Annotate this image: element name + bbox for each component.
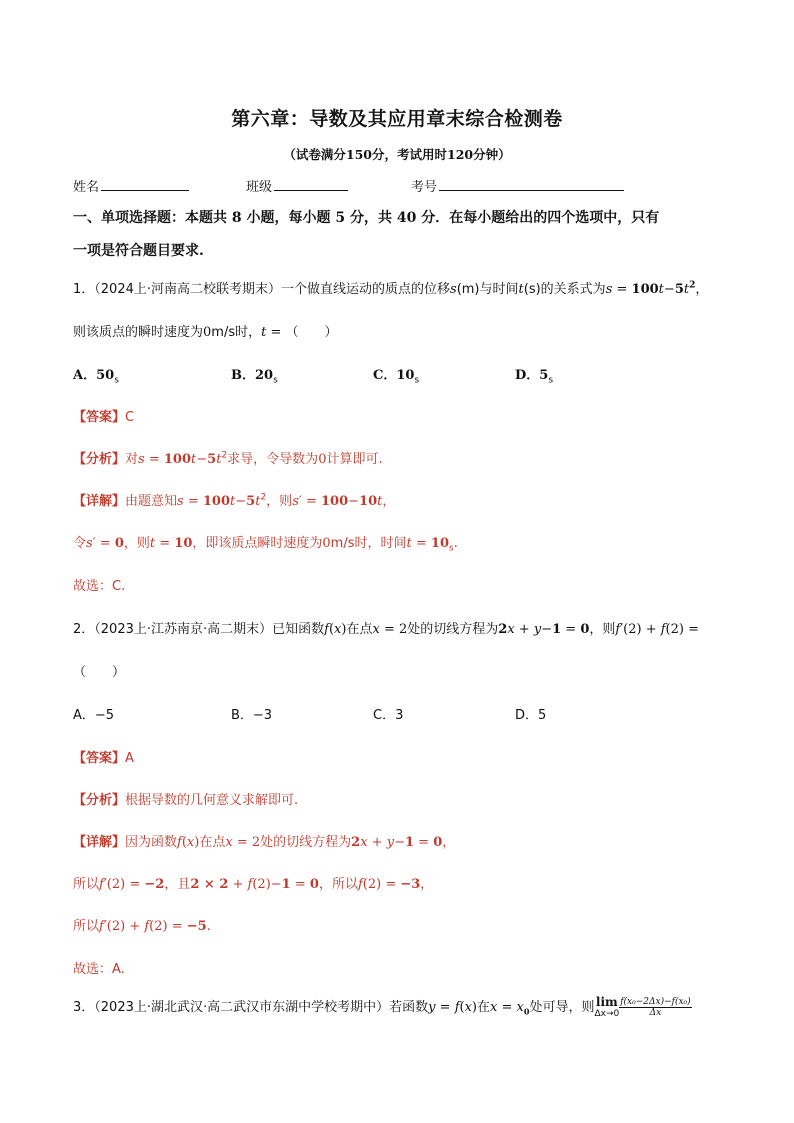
math-formula: x	[334, 622, 342, 637]
option-text: C．10	[373, 368, 415, 383]
detail-text: 令	[73, 536, 87, 551]
answer-label: 【答案】	[73, 751, 126, 766]
unit-s: s	[273, 375, 278, 386]
page-title: 第六章：导数及其应用章末综合检测卷	[231, 108, 563, 130]
math-value: 0	[203, 325, 212, 340]
math-formula: x	[507, 622, 515, 637]
math-fraction	[619, 997, 691, 1019]
math-formula: 100	[202, 494, 231, 509]
math-formula: t	[191, 452, 197, 467]
math-formula: f′	[615, 622, 624, 637]
math-formula: f	[660, 622, 666, 637]
unit-s: s	[114, 375, 119, 386]
math-formula: f	[144, 919, 150, 934]
detail-text: 处的切线方程为	[260, 835, 352, 850]
question-3-line1	[73, 996, 692, 1019]
math-formula: 100	[320, 494, 349, 509]
math-formula: =	[290, 877, 310, 892]
math-formula: f′	[99, 877, 107, 892]
question-1-line1	[73, 278, 708, 297]
q1-detail-line2	[73, 532, 458, 554]
detail-text: 在点	[199, 835, 226, 850]
math-formula: +	[367, 835, 387, 850]
math-formula: 2 × 2	[190, 877, 229, 892]
question-text: 则该质点的瞬时速度为	[73, 325, 204, 340]
q1-option-b	[231, 364, 278, 386]
math-eq: =	[266, 325, 286, 340]
math-formula: 10	[430, 536, 450, 551]
math-limit-sub: Δx→0	[594, 1008, 620, 1019]
math-formula: 2	[221, 450, 228, 461]
math-formula: y	[428, 1000, 436, 1015]
q2-analysis	[73, 789, 298, 808]
math-formula: −	[235, 494, 247, 509]
math-formula: =	[144, 452, 164, 467]
analysis-label: 【分析】	[73, 793, 126, 808]
math-formula: =	[183, 494, 203, 509]
question-2-line2: （ ）	[73, 665, 126, 680]
q2-option-d: D．5	[515, 708, 547, 723]
detail-text: .	[453, 536, 458, 551]
limit-expression	[594, 994, 620, 1019]
math-formula: 2	[351, 835, 361, 850]
detail-text: ，即该质点瞬时速度为	[192, 536, 323, 551]
math-formula: −	[394, 835, 405, 850]
math-formula: 5	[246, 494, 256, 509]
exam-number-blank	[439, 177, 624, 191]
page-subtitle: （试卷满分150分，考试用时120分钟）	[283, 147, 511, 162]
math-formula: −	[541, 622, 553, 637]
detail-text: 时，时间	[354, 536, 407, 551]
math-formula: t	[149, 536, 156, 551]
math-formula: s	[177, 494, 184, 509]
analysis-text: 对	[125, 452, 139, 467]
math-formula: 0	[433, 835, 443, 850]
detail-text: ，且	[164, 877, 191, 892]
detail-text: 因为函数	[125, 835, 178, 850]
math-formula: 0	[114, 536, 124, 551]
math-formula: f	[357, 877, 363, 892]
math-formula: 10	[359, 494, 378, 509]
answer-label: 【答案】	[73, 410, 126, 425]
math-formula: f	[324, 622, 329, 637]
analysis-label: 【分析】	[73, 452, 126, 467]
section-heading-line1: 一、单项选择题：本题共 8 小题，每小题 5 分，共 40 分．在每小题给出的四个选项中，只有	[73, 210, 660, 226]
math-formula: x	[464, 1000, 472, 1015]
math-formula: (2) +	[106, 919, 145, 934]
math-numerator: f(x₀−2Δx)−f(x₀)	[620, 996, 691, 1007]
unit-s: s	[414, 375, 420, 386]
math-t: t	[261, 325, 267, 340]
math-value: 0	[318, 452, 327, 467]
question-text: 与时间	[479, 282, 519, 297]
q1-option-c	[373, 364, 419, 386]
math-formula: s′	[292, 494, 302, 509]
math-formula: −	[196, 452, 208, 467]
math-formula: = 2	[232, 835, 261, 850]
math-formula: s	[138, 452, 145, 467]
math-formula: )	[341, 622, 347, 637]
math-formula: s′	[86, 536, 96, 551]
math-formula: =	[411, 536, 431, 551]
detail-text: ，则	[266, 494, 293, 509]
detail-label: 【详解】	[73, 494, 126, 509]
math-formula: x	[490, 1000, 498, 1015]
math-formula: )	[194, 835, 200, 850]
math-formula: (2) =	[149, 919, 187, 934]
option-text: D．5	[515, 368, 549, 383]
math-formula: 1	[404, 835, 415, 850]
question-number: 1．	[73, 282, 95, 297]
q1-detail-line1	[73, 490, 395, 509]
math-formula: 2	[498, 622, 508, 637]
answer-value: C	[125, 410, 135, 425]
math-t: t	[518, 282, 524, 297]
q2-detail-line2	[73, 873, 433, 892]
q1-option-d	[515, 364, 553, 386]
q2-choice: 故选：A.	[73, 962, 125, 977]
math-formula: t	[658, 282, 664, 297]
name-field	[73, 176, 189, 195]
math-formula: +	[228, 877, 248, 892]
question-text: 若函数	[389, 1000, 429, 1015]
question-source: （2023上·江苏南京·高二期末）	[94, 622, 273, 637]
math-formula: =	[414, 835, 434, 850]
exam-number-label: 考号	[411, 180, 438, 195]
unit-ms: m/s	[330, 536, 355, 551]
q1-option-a	[73, 364, 119, 386]
option-text: A．50	[73, 368, 115, 383]
math-formula: x	[372, 622, 380, 637]
q2-answer	[73, 747, 134, 766]
math-formula: −5	[186, 919, 207, 934]
math-formula: (2) =	[362, 877, 401, 892]
unit-s: s	[548, 375, 554, 386]
math-formula: x	[516, 1000, 524, 1015]
math-formula: t	[406, 536, 412, 551]
q1-choice: 故选：C.	[73, 579, 126, 594]
unit-ms: m/s	[211, 325, 236, 340]
math-formula: (2) =	[665, 622, 699, 637]
math-formula: s	[605, 282, 613, 297]
class-blank	[274, 177, 348, 191]
section-heading-line2: 一项是符合题目要求.	[73, 243, 204, 259]
math-formula: =	[95, 536, 115, 551]
name-label: 姓名	[73, 180, 100, 195]
math-formula: t	[255, 494, 261, 509]
question-text: 一个做直线运动的质点的位移	[281, 282, 451, 297]
math-value: 0	[322, 536, 331, 551]
math-formula: 1	[281, 877, 291, 892]
analysis-text: 根据导数的几何意义求解即可.	[125, 793, 299, 808]
math-formula: =	[301, 494, 321, 509]
math-formula: 0	[580, 622, 590, 637]
math-formula: )	[471, 1000, 477, 1015]
question-number: 2．	[73, 622, 95, 637]
math-formula: 0	[309, 877, 319, 892]
math-formula: f	[177, 835, 182, 850]
q2-detail-line3	[73, 915, 211, 934]
math-formula: 5	[207, 452, 217, 467]
question-source: （2023上·湖北武汉·高二武汉市东湖中学校考期中）	[94, 1000, 390, 1015]
question-text: 的关系式为	[540, 282, 606, 297]
question-text: 在点	[346, 622, 373, 637]
class-label: 班级	[246, 180, 273, 195]
math-formula: y	[533, 622, 542, 637]
math-formula: 2	[689, 280, 696, 291]
question-text: （ ）	[285, 325, 338, 340]
question-2-line1	[73, 618, 699, 637]
option-text: B．20	[231, 368, 274, 383]
math-s: s	[450, 282, 457, 297]
detail-text: 所以	[73, 919, 100, 934]
question-1-line2	[73, 321, 338, 340]
question-text: 时，	[235, 325, 262, 340]
question-text: ，则	[589, 622, 616, 637]
math-formula: 1	[552, 622, 562, 637]
q2-detail-line1	[73, 831, 455, 850]
math-formula: t	[230, 494, 236, 509]
math-formula: x	[225, 835, 233, 850]
detail-text: 所以	[73, 877, 100, 892]
math-formula: x	[360, 835, 368, 850]
math-formula: +	[514, 622, 534, 637]
math-formula: 2	[260, 492, 267, 503]
math-formula: t	[683, 282, 690, 297]
q1-answer	[73, 406, 134, 425]
answer-value: A	[125, 751, 134, 766]
math-formula: =	[561, 622, 581, 637]
math-formula: f	[247, 877, 253, 892]
exam-number-field	[411, 176, 624, 195]
math-formula: (2) =	[106, 877, 145, 892]
name-blank	[101, 177, 189, 191]
math-formula: t	[216, 452, 222, 467]
question-text: 处的切线方程为	[407, 622, 499, 637]
question-text: ，	[695, 282, 709, 297]
unit-s: s	[449, 543, 454, 554]
math-formula: f	[454, 1000, 460, 1015]
math-formula: −3	[400, 877, 421, 892]
detail-text: ，	[442, 835, 456, 850]
detail-label: 【详解】	[73, 835, 126, 850]
question-text: 已知函数	[272, 622, 325, 637]
math-formula: =	[497, 1000, 517, 1015]
question-source: （2024上·河南高二校联考期末）	[94, 282, 281, 297]
math-formula: =	[435, 1000, 455, 1015]
analysis-text: 求导，令导数为	[227, 452, 319, 467]
q1-analysis	[73, 448, 383, 467]
unit-m: (m)	[456, 282, 480, 297]
math-formula: 5	[674, 282, 684, 297]
math-formula: (2)−	[252, 877, 282, 892]
math-formula: =	[612, 282, 632, 297]
detail-text: ，	[382, 494, 396, 509]
math-formula: 100	[163, 452, 192, 467]
math-formula: −	[663, 282, 675, 297]
math-formula: 10	[174, 536, 193, 551]
math-formula: =	[155, 536, 175, 551]
question-text: 在	[477, 1000, 491, 1015]
math-formula: −2	[144, 877, 165, 892]
math-formula: (	[328, 622, 335, 637]
math-formula: (	[181, 835, 187, 850]
question-number: 3．	[73, 1000, 95, 1015]
math-lim: lim	[595, 994, 618, 1009]
math-formula: (	[459, 1000, 465, 1015]
math-formula: (2) +	[623, 622, 661, 637]
math-formula: 100	[631, 282, 659, 297]
detail-text: .	[206, 919, 211, 934]
math-denominator: Δx	[649, 1007, 662, 1018]
math-formula: = 2	[379, 622, 408, 637]
math-formula: x	[186, 835, 195, 850]
math-formula: f′	[99, 919, 107, 934]
detail-text: ，则	[123, 536, 150, 551]
analysis-text: 计算即可.	[326, 452, 383, 467]
q2-option-a: A．−5	[73, 708, 115, 723]
detail-text: ，	[420, 877, 434, 892]
math-formula: 0	[523, 1006, 530, 1017]
class-field	[246, 176, 348, 195]
detail-text: ，所以	[318, 877, 358, 892]
unit-s: (s)	[523, 282, 541, 297]
math-formula: y	[386, 835, 395, 850]
detail-text: 由题意知	[125, 494, 178, 509]
q2-option-b: B．−3	[231, 708, 273, 723]
math-formula: −	[348, 494, 360, 509]
math-formula: t	[377, 494, 383, 509]
q2-option-c: C．3	[373, 708, 404, 723]
question-text: 处可导，则	[529, 1000, 595, 1015]
